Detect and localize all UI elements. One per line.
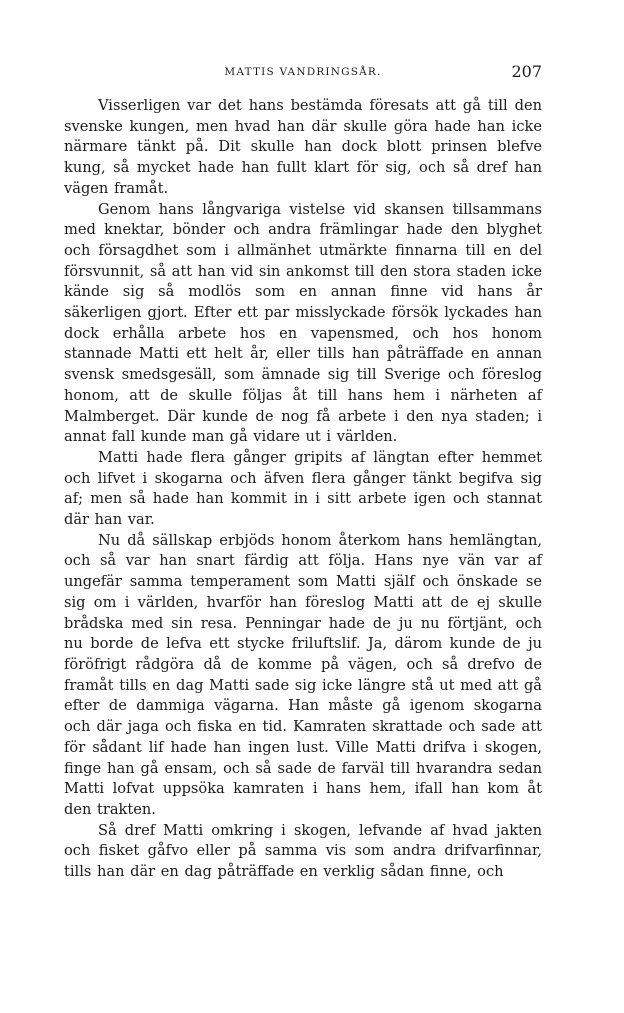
- paragraph: Nu då sällskap erbjöds honom återkom hans hemlängtan, och så var han snart färdig att följa. Hans nye vän var af ungefär samma temperament som Matti själf och önskade se sig om i världen, hvarför han föreslog Matti att de ej skulle brådska med sin resa. Penningar hade de ju nu förtjänt, och nu borde de lefva ett stycke friluftslif. Ja, därom kunde de ju föröfrigt rådgöra då de komme på vägen, och så drefvo de framåt tills en dag Matti sade sig icke längre stå ut med att gå efter de dammiga vägarna. Han måste gå igenom skogarna och där jaga och fiska en tid. Kamraten skrattade och sade att för sådant lif hade han ingen lust. Ville Matti drifva i skogen, finge han gå ensam, och så sade de farväl till hvarandra sedan Matti lofvat uppsöka kamraten i hans hem, ifall han kom åt den trakten.: [64, 531, 542, 818]
- body-text: [64, 96, 542, 883]
- page-header: [64, 62, 542, 82]
- paragraph: Matti hade flera gånger gripits af längtan efter hemmet och lifvet i skogarna och äfven flera gånger tänkt begifva sig af; men så hade han kommit in i sitt arbete igen och stannat där han var.: [64, 448, 542, 529]
- book-page: [64, 62, 542, 1013]
- paragraph: Så dref Matti omkring i skogen, lefvande af hvad jakten och fisket gåfvo eller på samma vis som andra drifvarfinnar, tills han där en dag påträffade en verklig sådan finne, och: [64, 821, 542, 881]
- running-head: MATTIS VANDRINGSÅR.: [224, 66, 382, 78]
- paragraph: Genom hans långvariga vistelse vid skansen tillsammans med knektar, bönder och andra främlingar hade den blyghet och försagdhet som i allmänhet utmärkte finnarna till en del försvunnit, så att han vid sin ankomst till den stora staden icke kände sig så modlös som en annan finne vid hans år säkerligen gjort. Efter ett par misslyckade försök lyckades han dock erhålla arbete hos en vapensmed, och hos honom stannade Matti ett helt år, eller tills han påträffade en annan svensk smedsgesäll, som ämnade sig till Sverige och föreslog honom, att de skulle följas åt till hans hem i närheten af Malmberget. Där kunde de nog få arbete i den nya staden; i annat fall kunde man gå vidare ut i världen.: [64, 200, 542, 446]
- paragraph: Visserligen var det hans bestämda föresats att gå till den svenske kungen, men hvad han där skulle göra hade han icke närmare tänkt på. Dit skulle han dock blott prinsen blefve kung, så mycket hade han fullt klart för sig, och så dref han vägen framåt.: [64, 97, 542, 197]
- page-number: 207: [511, 62, 542, 81]
